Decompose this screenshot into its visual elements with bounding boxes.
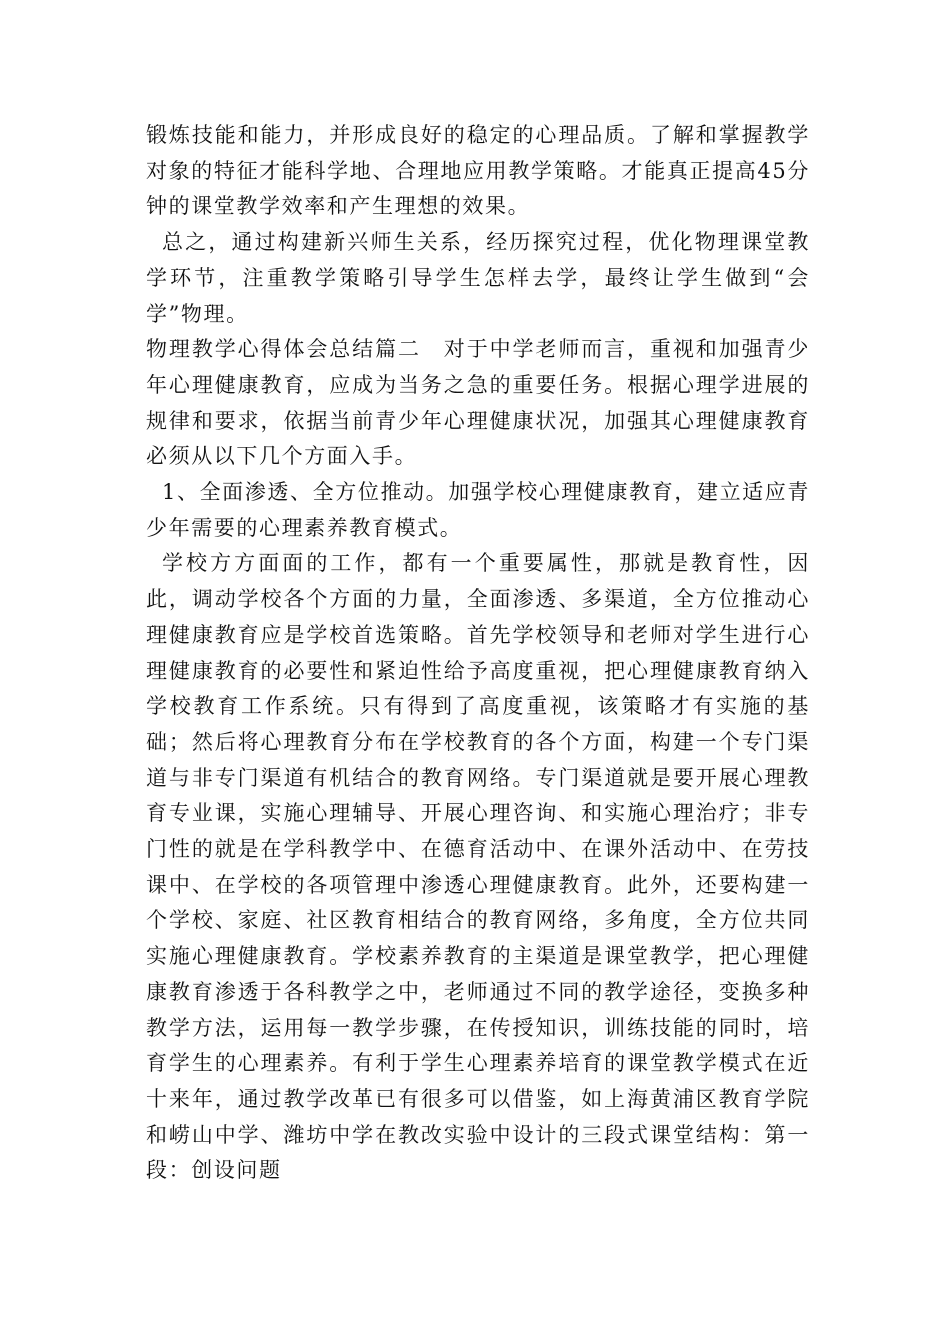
paragraph-continuation: 锻炼技能和能力，并形成良好的稳定的心理品质。了解和掌握教学对象的特征才能科学地、合理地应用教学策略。才能真正提高45分钟的课堂教学效率和产生理想的效果。 bbox=[146, 123, 810, 219]
paragraph-summary: 总之，通过构建新兴师生关系，经历探究过程，优化物理课堂教学环节，注重教学策略引导学生怎样去学，最终让学生做到“会学”物理。 bbox=[146, 230, 810, 326]
document-body bbox=[146, 118, 810, 1189]
paragraph-school-work: 学校方方面面的工作，都有一个重要属性，那就是教育性，因此，调动学校各个方面的力量，全面渗透、多渠道，全方位推动心理健康教育应是学校首选策略。首先学校领导和老师对学生进行心理健康教育的必要性和紧迫性给予高度重视，把心理健康教育纳入学校教育工作系统。只有得到了高度重视，该策略才有实施的基础；然后将心理教育分布在学校教育的各个方面，构建一个专门渠道与非专门渠道有机结合的教育网络。专门渠道就是要开展心理教育专业课，实施心理辅导、开展心理咨询、和实施心理治疗；非专门性的就是在学科教学中、在德育活动中、在课外活动中、在劳技课中、在学校的各项管理中渗透心理健康教育。此外，还要构建一个学校、家庭、社区教育相结合的教育网络，多角度，全方位共同实施心理健康教育。学校素养教育的主渠道是课堂教学，把心理健康教育渗透于各科教学之中，老师通过不同的教学途径，变换多种教学方法，运用每一教学步骤，在传授知识，训练技能的同时，培育学生的心理素养。有利于学生心理素养培育的课堂教学模式在近十来年，通过教学改革已有很多可以借鉴，如上海黄浦区教育学院和崂山中学、潍坊中学在教改实验中设计的三段式课堂结构：第一段：创设问题 bbox=[146, 551, 810, 1183]
paragraph-point-one: 1、全面渗透、全方位推动。加强学校心理健康教育，建立适应青少年需要的心理素养教育模式。 bbox=[146, 480, 810, 540]
paragraph-section-heading: 物理教学心得体会总结篇二 对于中学老师而言，重视和加强青少年心理健康教育，应成为当务之急的重要任务。根据心理学进展的规律和要求，依据当前青少年心理健康状况，加强其心理健康教育必须从以下几个方面入手。 bbox=[146, 337, 810, 469]
